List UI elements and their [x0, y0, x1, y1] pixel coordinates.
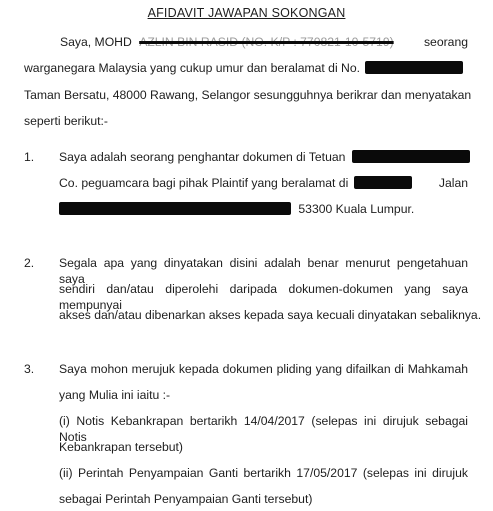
paragraph-number: 2. [24, 256, 35, 270]
redacted-name: AZLIN BIN RASID (NO. K/P : 770821-10-5719) [139, 35, 394, 49]
intro-line-4: seperti berikut:- [24, 114, 108, 128]
redacted-address [365, 61, 463, 74]
list-item-2-line-2: sebagai Perintah Penyampaian Ganti tersebut) [59, 492, 313, 506]
para3-line-1: Saya mohon merujuk kepada dokumen pliding yang difailkan di Mahkamah [59, 362, 468, 376]
para1-text: Co. peguamcara bagi pihak Plaintif yang beralamat di [59, 176, 349, 190]
list-item-1-line-1: (i) Notis Kebankrapan bertarikh 14/04/2017 (selepas ini dirujuk sebagai Notis [59, 414, 468, 444]
para1-line-1 [59, 149, 468, 165]
intro-line-3: Taman Bersatu, 48000 Rawang, Selangor sesungguhnya berikrar dan menyatakan [24, 88, 472, 102]
para2-line-2: sendiri dan/atau diperolehi daripada dokumen-dokumen yang saya mempunyai [59, 282, 468, 312]
list-item-2-line-1: (ii) Perintah Penyampaian Ganti bertarikh 17/05/2017 (selepas ini dirujuk [59, 466, 468, 480]
intro-line-2 [24, 60, 468, 76]
para1-text: Jalan [438, 176, 468, 190]
paragraph-number: 1. [24, 150, 35, 164]
para1-line-2 [59, 175, 468, 191]
redacted-firm-name [352, 150, 470, 163]
intro-line-1 [60, 34, 468, 50]
list-item-1-line-2: Kebankrapan tersebut) [59, 440, 183, 454]
redacted-address [354, 176, 412, 189]
para3-line-2: yang Mulia ini iaitu :- [59, 388, 171, 402]
para2-line-3: akses dan/atau dibenarkan akses kepada saya kecuali dinyatakan sebaliknya. [59, 308, 482, 322]
para1-line-3 [59, 201, 414, 217]
redacted-address [59, 202, 291, 215]
intro-text: Saya, MOHD [60, 35, 132, 49]
para1-text: Saya adalah seorang penghantar dokumen di Tetuan [59, 150, 346, 164]
paragraph-number: 3. [24, 362, 35, 376]
intro-text: warganegara Malaysia yang cukup umur dan beralamat di No. [24, 61, 361, 75]
intro-text: seorang [423, 35, 468, 49]
para1-text: 53300 Kuala Lumpur. [298, 202, 415, 216]
para2-line-1: Segala apa yang dinyatakan disini adalah benar menurut pengetahuan saya [59, 256, 468, 286]
document-title: AFIDAVIT JAWAPAN SOKONGAN [147, 6, 346, 20]
